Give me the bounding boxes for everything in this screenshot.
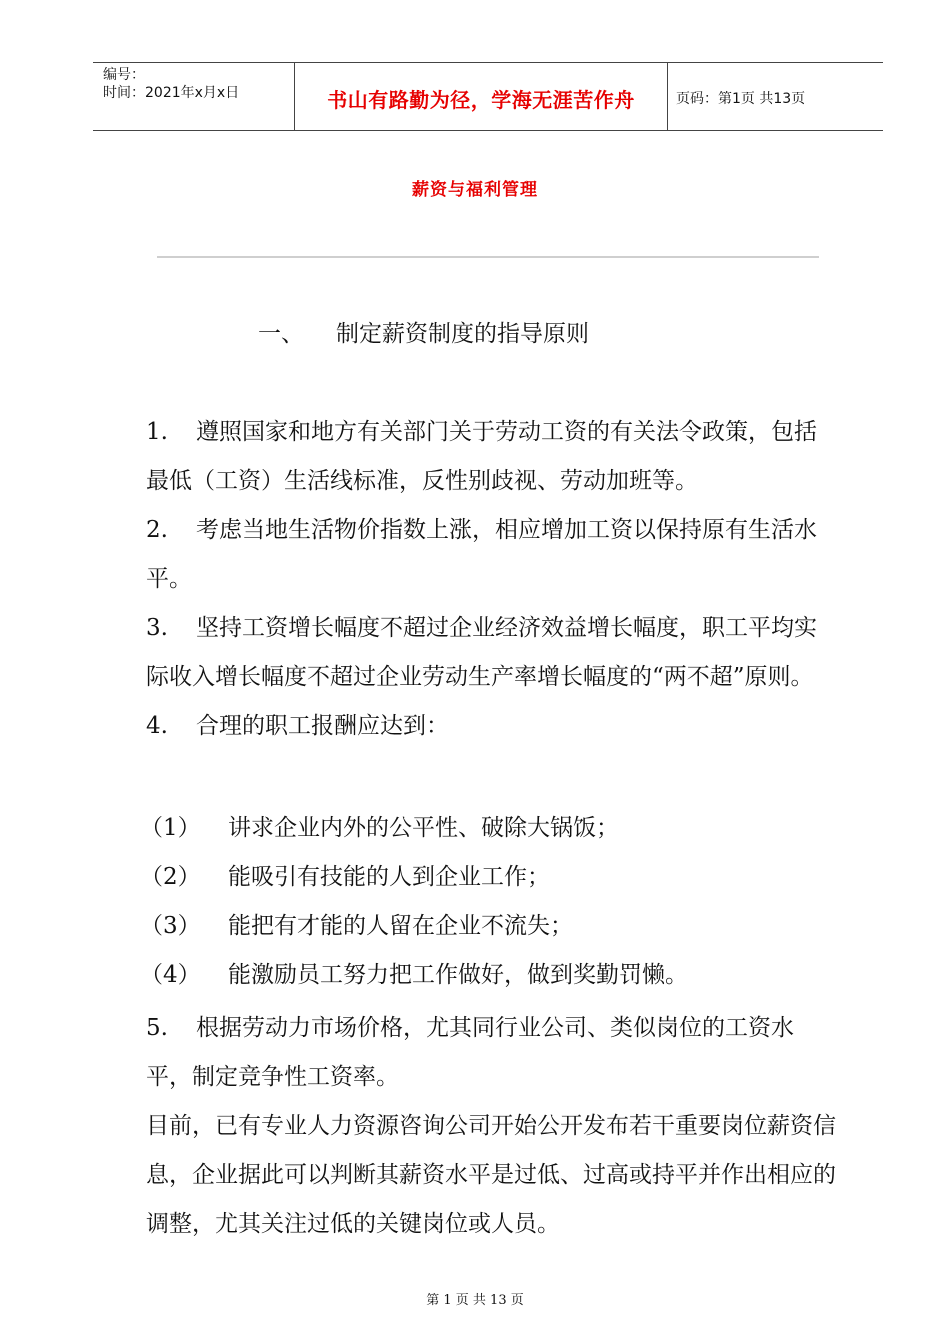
header-divider-left bbox=[294, 62, 295, 130]
item-text: 合理的职工报酬应达到： bbox=[196, 713, 449, 739]
list-item bbox=[146, 604, 836, 702]
document-title: 薪资与福利管理 bbox=[412, 180, 538, 200]
sub-list-item bbox=[140, 902, 830, 951]
list-item bbox=[146, 702, 836, 751]
serial-label: 编号： bbox=[103, 67, 145, 83]
list-item bbox=[146, 408, 836, 506]
item-number: 4. bbox=[146, 713, 168, 739]
sub-list-item bbox=[140, 853, 830, 902]
header-page-info: 页码：第1页 共13页 bbox=[676, 91, 806, 107]
closing-paragraph: 目前，已有专业人力资源咨询公司开始公开发布若干重要岗位薪资信息，企业据此可以判断其薪资水平是过低、过高或持平并作出相应的调整，尤其关注过低的关键岗位或人员。 bbox=[146, 1113, 836, 1237]
sub-item-text: 能吸引有技能的人到企业工作； bbox=[228, 864, 550, 890]
sub-item-text: 能把有才能的人留在企业不流失； bbox=[228, 913, 573, 939]
sub-list-item bbox=[140, 951, 830, 1000]
sub-item-number: （4） bbox=[140, 962, 201, 988]
sub-list bbox=[140, 804, 830, 1000]
item-number: 3. bbox=[146, 615, 168, 641]
sub-list-item bbox=[140, 804, 830, 853]
time-label: 时间：2021年x月x日 bbox=[103, 85, 240, 101]
section-heading bbox=[258, 315, 589, 348]
sub-item-number: （1） bbox=[140, 815, 201, 841]
section-heading-text: 制定薪资制度的指导原则 bbox=[336, 321, 589, 347]
item-text: 遵照国家和地方有关部门关于劳动工资的有关法令政策，包括最低（工资）生活线标准，反性别歧视、劳动加班等。 bbox=[146, 419, 817, 494]
item-text: 根据劳动力市场价格，尤其同行业公司、类似岗位的工资水平，制定竞争性工资率。 bbox=[146, 1015, 794, 1090]
header-top-rule bbox=[93, 62, 883, 63]
header-meta bbox=[103, 66, 239, 102]
sub-item-number: （2） bbox=[140, 864, 201, 890]
item-number: 1. bbox=[146, 419, 168, 445]
header-motto: 书山有路勤为径，学海无涯苦作舟 bbox=[327, 88, 635, 112]
page-footer: 第 1 页 共 13 页 bbox=[426, 1293, 524, 1308]
list-item bbox=[146, 506, 836, 604]
item-number: 2. bbox=[146, 517, 168, 543]
sub-item-text: 讲求企业内外的公平性、破除大锅饭； bbox=[228, 815, 619, 841]
list-item bbox=[146, 1004, 836, 1102]
principles-list bbox=[146, 408, 836, 751]
sub-item-text: 能激励员工努力把工作做好，做到奖勤罚懒。 bbox=[228, 962, 688, 988]
section-number: 一、 bbox=[258, 321, 304, 347]
header-divider-right bbox=[667, 62, 668, 130]
title-divider bbox=[157, 256, 819, 258]
item-number: 5. bbox=[146, 1015, 168, 1041]
item-text: 考虑当地生活物价指数上涨，相应增加工资以保持原有生活水平。 bbox=[146, 517, 817, 592]
item-text: 坚持工资增长幅度不超过企业经济效益增长幅度，职工平均实际收入增长幅度不超过企业劳动生产率增长幅度的“两不超”原则。 bbox=[146, 615, 817, 690]
sub-item-number: （3） bbox=[140, 913, 201, 939]
header-bottom-rule bbox=[93, 130, 883, 131]
final-paragraphs bbox=[146, 1004, 836, 1249]
